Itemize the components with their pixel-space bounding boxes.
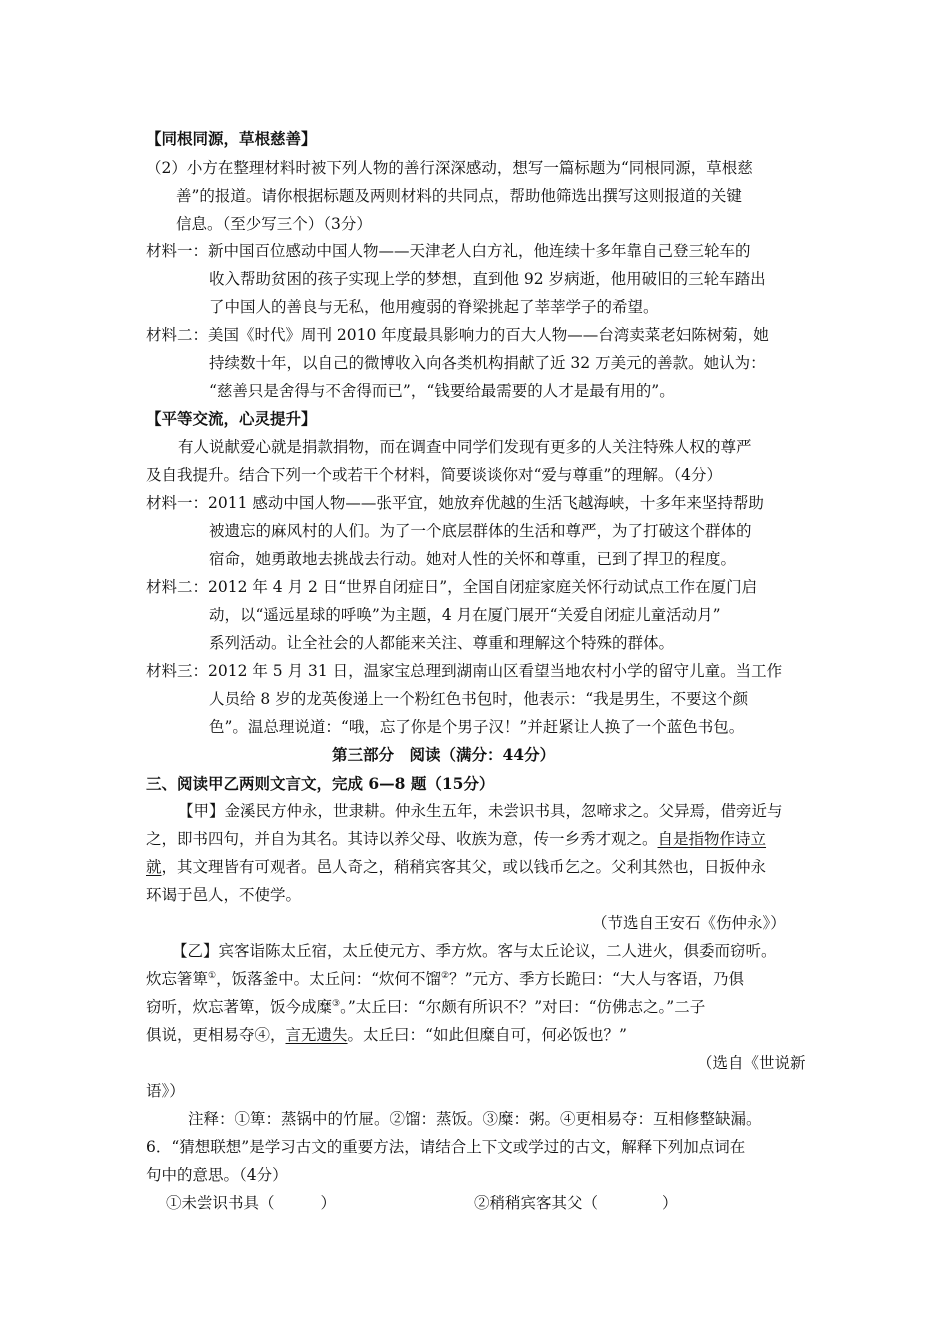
equality-material-2-line-1: 材料二：2012 年 4 月 2 日“世界自闭症日”，全国自闭症家庭关怀行动试点工作在厦门启 — [146, 578, 758, 596]
material-2-line-1: 材料二：美国《时代》周刊 2010 年度最具影响力的百大人物——台湾卖菜老妇陈树菊，她 — [146, 326, 769, 344]
question-6-item-2: ②稍稍宾客其父（ ） — [474, 1194, 678, 1212]
material-2-line-2: 持续数十年，以自己的微博收入向各类机构捐献了近 32 万美元的善款。她认为： — [209, 354, 766, 372]
material-1-line-2: 收入帮助贫困的孩子实现上学的梦想，直到他 92 岁病逝，他用破旧的三轮车踏出 — [209, 270, 766, 288]
underlined-phrase-yi: 言无遗失 — [285, 1026, 348, 1044]
material-2-line-3: “慈善只是舍得与不舍得而已”，“钱要给最需要的人才是最有用的”。 — [209, 382, 675, 400]
section-heading-charity: 【同根同源，草根慈善】 — [146, 129, 317, 148]
equality-material-2-line-2: 动，以“遥远星球的呼唤”为主题，4 月在厦门展开“关爱自闭症儿童活动月” — [209, 606, 721, 624]
underlined-phrase-end: 就 — [146, 858, 162, 876]
text-yi-source-1: （选自《世说新 — [697, 1054, 806, 1072]
part-3-title: 第三部分 阅读（满分：44分） — [332, 745, 556, 764]
text-jia-line-3: 就，其文理皆有可观者。邑人奇之，稍稍宾客其父，或以钱币乞之。父利其然也，日扳仲永 — [146, 858, 767, 876]
text-yi-line-3: 窃听，炊忘著箄，饭今成糜③。”太丘曰：“尔颇有所识不？”对曰：“仿佛志之。”二子 — [146, 998, 706, 1016]
equality-material-1-line-3: 宿命，她勇敢地去挑战去行动。她对人性的关怀和尊重，已到了捍卫的程度。 — [209, 550, 737, 568]
question-6-item-1: ①未尝识书具（ ） — [166, 1194, 337, 1212]
material-1-line-1: 材料一：新中国百位感动中国人物——天津老人白方礼，他连续十多年靠自己登三轮车的 — [146, 242, 751, 260]
equality-material-3-line-2: 人员给 8 岁的龙英俊递上一个粉红色书包时，他表示：“我是男生，不要这个颜 — [209, 690, 749, 708]
question-6-line-2: 句中的意思。（4分） — [146, 1166, 288, 1184]
prompt-line-2: 及自我提升。结合下列一个或若干个材料，简要谈谈你对“爱与尊重”的理解。（4分） — [146, 466, 722, 484]
question-2-line-3: 信息。（至少写三个）（3分） — [176, 215, 372, 233]
text-jia-line-1: 【甲】金溪民方仲永，世隶耕。仲永生五年，未尝识书具，忽啼求之。父异焉，借旁近与 — [178, 802, 783, 820]
text-jia-source: （节选自王安石《伤仲永》） — [592, 914, 786, 932]
material-1-line-3: 了中国人的善良与无私，他用瘦弱的脊梁挑起了莘莘学子的希望。 — [209, 298, 659, 316]
footnote-mark-2: ② — [441, 970, 450, 981]
section-heading-equality: 【平等交流，心灵提升】 — [146, 409, 317, 428]
equality-material-1-line-2: 被遗忘的麻风村的人们。为了一个底层群体的生活和尊严，为了打破这个群体的 — [209, 522, 752, 540]
footnote-mark-3: ③ — [332, 998, 341, 1009]
text-yi-line-4: 俱说，更相易夺④，言无遗失。太丘曰：“如此但糜自可，何必饭也？” — [146, 1026, 627, 1044]
question-2-line-1: （2）小方在整理材料时被下列人物的善行深深感动，想写一篇标题为“同根同源，草根慈 — [146, 159, 753, 177]
text-yi-source-2: 语》） — [146, 1082, 185, 1100]
question-6-line-1: 6．“猜想联想”是学习古文的重要方法，请结合上下文或学过的古文，解释下列加点词在 — [146, 1138, 746, 1156]
equality-material-1-line-1: 材料一：2011 感动中国人物——张平宜，她放弃优越的生活飞越海峡，十多年来坚持帮助 — [146, 494, 764, 512]
equality-material-3-line-1: 材料三：2012 年 5 月 31 日，温家宝总理到湖南山区看望当地农村小学的留守儿童。当工作 — [146, 662, 783, 680]
equality-material-3-line-3: 色”。温总理说道：“哦，忘了你是个男子汉！”并赶紧让人换了一个蓝色书包。 — [209, 718, 745, 736]
question-2-line-2: 善”的报道。请你根据标题及两则材料的共同点，帮助他筛选出撰写这则报道的关键 — [176, 187, 742, 205]
text-jia-line-2: 之，即书四句，并自为其名。其诗以养父母、收族为意，传一乡秀才观之。自是指物作诗立 — [146, 830, 767, 848]
equality-material-2-line-3: 系列活动。让全社会的人都能来关注、尊重和理解这个特殊的群体。 — [209, 634, 675, 652]
text-yi-line-2: 炊忘箸箄①，饭落釜中。太丘问：“炊何不馏②？”元方、季方长跪曰：“大人与客语，乃俱 — [146, 970, 744, 988]
underlined-phrase: 自是指物作诗立 — [657, 830, 767, 848]
footnote-mark-1: ① — [208, 970, 217, 981]
text-yi-line-1: 【乙】宾客诣陈太丘宿，太丘使元方、季方炊。客与太丘论议，二人进火，俱委而窃听。 — [172, 942, 777, 960]
section-heading-reading: 三、阅读甲乙两则文言文，完成 6—8 题（15分） — [146, 774, 495, 793]
text-jia-line-4: 环谒于邑人，不使学。 — [146, 886, 302, 904]
prompt-line-1: 有人说献爱心就是捐款捐物，而在调查中同学们发现有更多的人关注特殊人权的尊严 — [178, 438, 752, 456]
annotations: 注释：①箄：蒸锅中的竹屉。②馏：蒸饭。③糜：粥。④更相易夺：互相修整缺漏。 — [188, 1110, 762, 1128]
